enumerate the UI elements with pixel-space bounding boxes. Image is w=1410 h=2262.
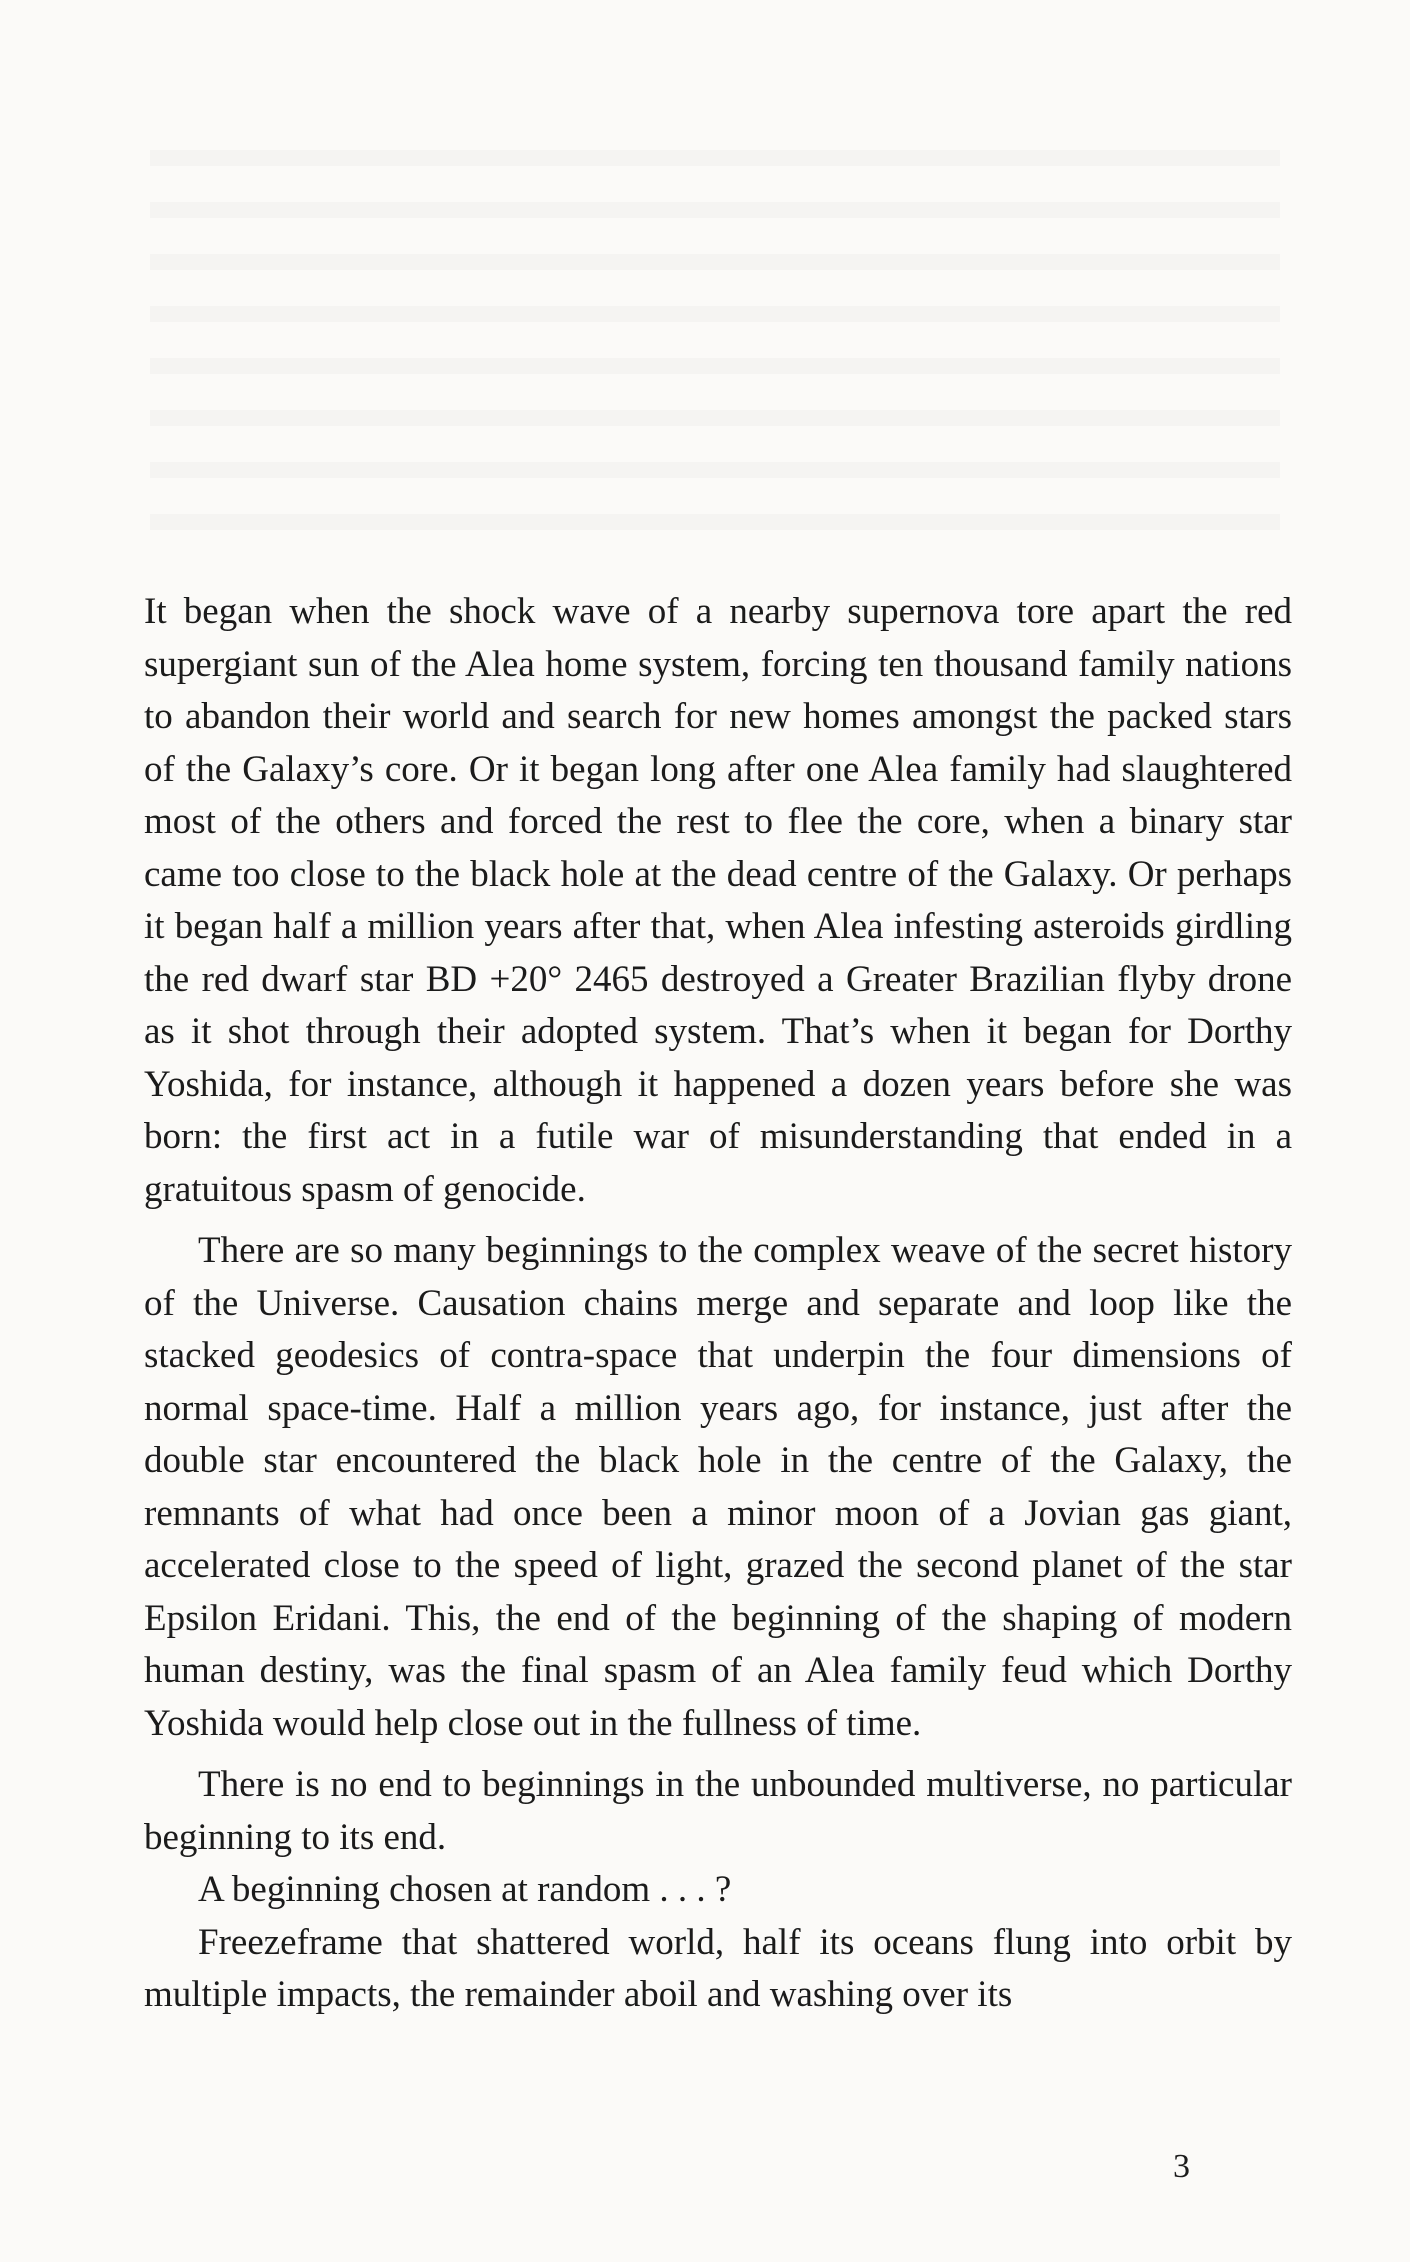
body-text (144, 586, 1292, 2022)
page-number: 3 (1173, 2148, 1190, 2185)
paragraph-1: It began when the shock wave of a nearby supernova tore apart the red supergiant sun of the Alea home system, forcing ten thousand family nations to abandon their world and search for new homes amongst the packed stars of the Galaxy’s core. Or it began long after one Alea family had slaughtered most of the others and forced the rest to flee the core, when a binary star came too close to the black hole at the dead centre of the Galaxy. Or perhaps it began half a million years after that, when Alea infesting asteroids girdling the red dwarf star BD +20° 2465 destroyed a Greater Brazilian flyby drone as it shot through their adopted system. That’s when it began for Dorthy Yoshida, for instance, although it happened a dozen years before she was born: the first act in a futile war of misunderstanding that ended in a gratuitous spasm of genocide. (144, 591, 1292, 1210)
reverse-page-show-through (150, 120, 1280, 560)
paragraph-3: There is no end to beginnings in the unbounded multiverse, no particular beginning to its end. (144, 1764, 1292, 1858)
paragraph-5: Freezeframe that shattered world, half its oceans flung into orbit by multiple impacts, the remainder aboil and washing over its (144, 1921, 1292, 2015)
paragraph-4: A beginning chosen at random . . . ? (198, 1869, 732, 1910)
paragraph-2: There are so many beginnings to the complex weave of the secret history of the Universe. Causation chains merge and separate and loop like the stacked geodesics of contra-space that underpin the four dimensions of normal space-time. Half a million years ago, for instance, just after the double star encountered the black hole in the centre of the Galaxy, the remnants of what had once been a minor moon of a Jovian gas giant, accelerated close to the speed of light, grazed the second planet of the star Epsilon Eridani. This, the end of the beginning of the shaping of modern human destiny, was the final spasm of an Alea family feud which Dorthy Yoshida would help close out in the fullness of time. (144, 1230, 1292, 1744)
